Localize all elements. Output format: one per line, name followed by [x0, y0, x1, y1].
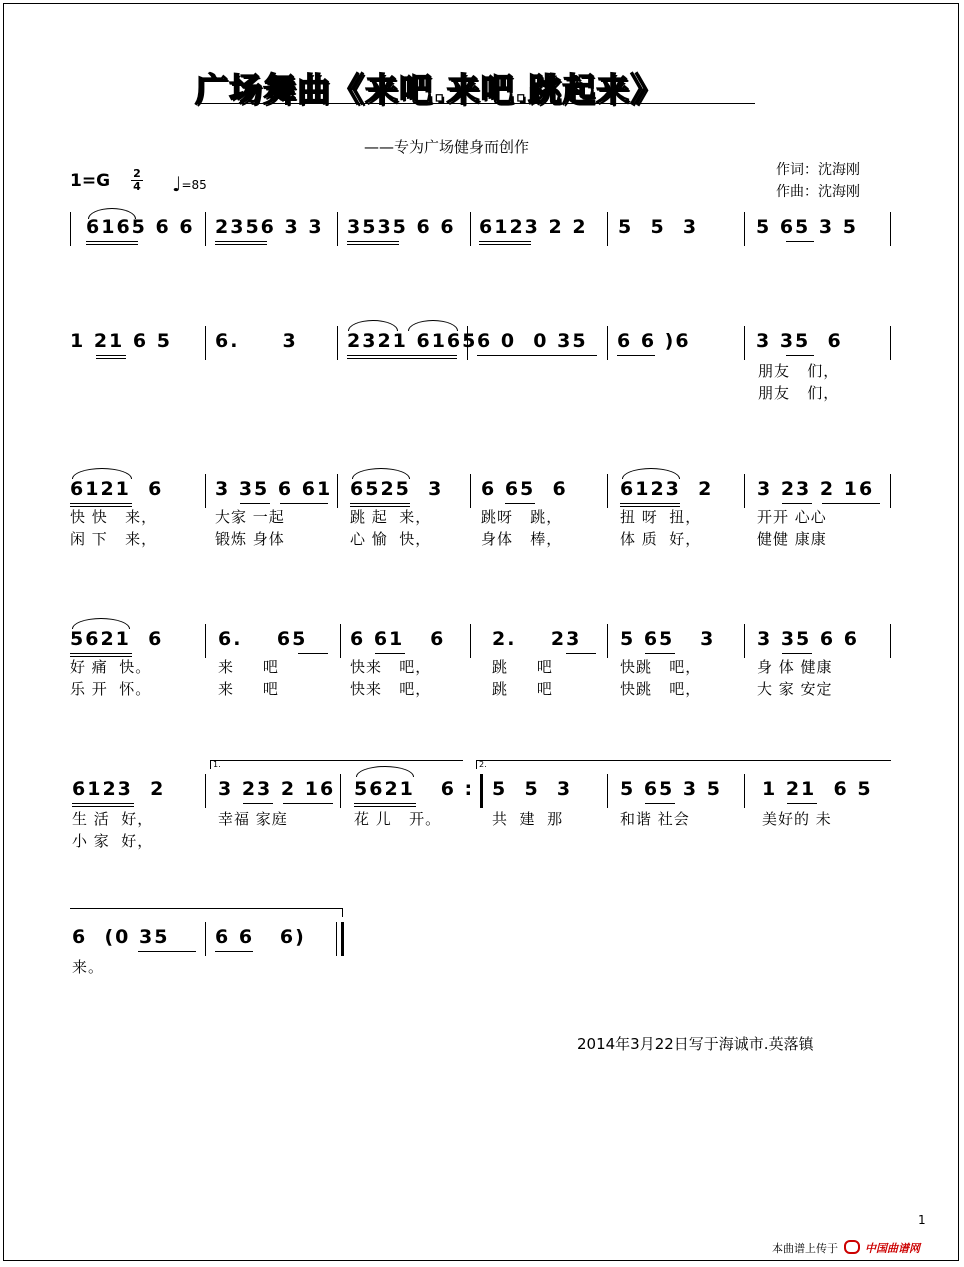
- underline: [86, 241, 138, 242]
- barline: [467, 326, 468, 360]
- underline: [787, 803, 817, 804]
- end-barline: [890, 624, 891, 658]
- underline: [822, 503, 880, 504]
- end-barline: [890, 326, 891, 360]
- lyric-verse-2: 锻炼 身体: [215, 530, 285, 548]
- barline: [337, 326, 338, 360]
- lyric-verse-2: 来 吧: [218, 680, 279, 698]
- upload-prefix: 本曲谱上传于: [772, 1242, 838, 1255]
- end-barline: [890, 212, 891, 246]
- underline: [786, 241, 814, 242]
- measure: 3 35 6 6: [757, 628, 859, 650]
- underline: [782, 503, 812, 504]
- barline: [607, 624, 608, 658]
- lyric-verse-1: 大家 一起: [215, 508, 285, 526]
- underline: [479, 244, 531, 245]
- second-ending-label: 2.: [479, 760, 487, 769]
- barline: [607, 326, 608, 360]
- measure: 6. 65: [218, 628, 308, 650]
- underline: [96, 355, 126, 356]
- underline: [375, 653, 405, 654]
- measure: 5 65 3: [620, 628, 716, 650]
- measure: 6121 6: [70, 478, 164, 500]
- underline: [280, 503, 328, 504]
- site-logo-icon: [844, 1240, 860, 1254]
- site-name[interactable]: 中国曲谱网: [865, 1242, 920, 1255]
- barline: [205, 212, 206, 246]
- subtitle: ——专为广场健身而创作: [364, 138, 530, 156]
- page-title: 广场舞曲《来吧.来吧.跳起来》: [195, 70, 665, 109]
- end-barline: [890, 474, 891, 508]
- key-signature: 1=G: [70, 171, 111, 191]
- underline: [240, 503, 270, 504]
- underline: [645, 803, 675, 804]
- lyric-verse-2: 快来 吧，: [350, 680, 432, 698]
- measure: 5621 6 :: [354, 778, 475, 800]
- underline: [72, 806, 134, 807]
- measure: 6 61 6: [350, 628, 446, 650]
- lyric-verse-2: 大 家 安定: [757, 680, 833, 698]
- measure: 2. 23: [492, 628, 582, 650]
- barline: [340, 624, 341, 658]
- underline: [283, 803, 333, 804]
- barline: [205, 474, 206, 508]
- measure: 6165 6 6: [86, 216, 195, 238]
- measure: 6525 3: [350, 478, 444, 500]
- underline: [786, 355, 814, 356]
- lyric-verse-1: 花 儿 开。: [354, 810, 442, 828]
- time-signature-top: 2: [133, 167, 141, 180]
- lyric-verse-1: 来。: [72, 958, 105, 976]
- barline: [607, 212, 608, 246]
- title-block: [195, 64, 755, 109]
- measure: 6 65 6: [481, 478, 568, 500]
- repeat-end-barline: [480, 774, 483, 808]
- lyric-verse-2: 闲 下 来，: [70, 530, 158, 548]
- underline: [215, 951, 253, 952]
- underline: [617, 355, 655, 356]
- underline: [782, 653, 812, 654]
- underline: [138, 951, 196, 952]
- page-number: 1: [918, 1213, 926, 1227]
- measure: 5 5 3: [492, 778, 573, 800]
- lyric-verse-2: 体 质 好，: [620, 530, 702, 548]
- first-ending-label: 1.: [213, 760, 221, 769]
- lyric-verse-1: 扭 呀 扭，: [620, 508, 702, 526]
- lyric-verse-2: 小 家 好，: [72, 832, 154, 850]
- underline: [566, 653, 596, 654]
- underline: [70, 653, 132, 654]
- underline: [505, 503, 535, 504]
- lyric-verse-2: 跳 吧: [492, 680, 553, 698]
- underline: [215, 241, 267, 242]
- measure: 6123 2: [72, 778, 166, 800]
- lyric-verse-1: 和谐 社会: [620, 810, 690, 828]
- barline: [336, 922, 337, 956]
- underline: [479, 241, 531, 242]
- barline: [470, 474, 471, 508]
- lyric-verse-1: 幸福 家庭: [218, 810, 288, 828]
- underline: [72, 803, 134, 804]
- measure: 3535 6 6: [347, 216, 456, 238]
- composition-date: 2014年3月22日写于海诚市.英落镇: [577, 1035, 814, 1053]
- measure: 3 23 2 16: [757, 478, 875, 500]
- underline: [347, 241, 399, 242]
- lyric-verse-2: 心 愉 快，: [350, 530, 432, 548]
- measure: 3 35 6: [756, 330, 843, 352]
- barline: [744, 624, 745, 658]
- barline: [607, 774, 608, 808]
- lyric-verse-2: 乐 开 怀。: [70, 680, 152, 698]
- lyric-verse-1: 快来 吧，: [350, 658, 432, 676]
- lyric-verse-1: 快跳 吧，: [620, 658, 702, 676]
- lyric-verse-2: 身体 棒，: [481, 530, 563, 548]
- underline: [354, 806, 416, 807]
- underline: [477, 355, 597, 356]
- barline: [337, 474, 338, 508]
- start-barline: [70, 212, 71, 246]
- barline: [340, 774, 341, 808]
- underline: [645, 653, 675, 654]
- underline: [215, 244, 267, 245]
- measure: 6 6 6): [215, 926, 306, 948]
- barline: [607, 474, 608, 508]
- barline: [744, 774, 745, 808]
- underline: [347, 355, 457, 356]
- underline: [298, 653, 328, 654]
- barline: [205, 624, 206, 658]
- measure: 3 23 2 16: [218, 778, 336, 800]
- barline: [470, 212, 471, 246]
- measure: 5 65 3 5: [620, 778, 722, 800]
- measure: 6 0 0 35: [477, 330, 588, 352]
- underline: [347, 358, 457, 359]
- lyric-verse-1: 身 体 健康: [757, 658, 833, 676]
- measure: 1 21 6 5: [70, 330, 172, 352]
- measure: 6 6 )6: [617, 330, 691, 352]
- lyric-verse-1: 快 快 来，: [70, 508, 158, 526]
- barline: [205, 774, 206, 808]
- barline: [470, 624, 471, 658]
- barline: [744, 212, 745, 246]
- barline: [205, 326, 206, 360]
- barline: [337, 212, 338, 246]
- lyric-verse-1: 生 活 好，: [72, 810, 154, 828]
- underline: [243, 803, 273, 804]
- measure: 6123 2: [620, 478, 714, 500]
- underline: [70, 503, 132, 504]
- lyric-verse-1: 美好的 未: [762, 810, 832, 828]
- underline: [350, 503, 410, 504]
- lyric-verse-1: 跳 吧: [492, 658, 553, 676]
- underline: [347, 244, 399, 245]
- underline: [86, 244, 138, 245]
- barline: [205, 922, 206, 956]
- measure: 1 21 6 5: [762, 778, 873, 800]
- measure: 6. 3: [215, 330, 298, 352]
- lyric-verse-2: 健健 康康: [757, 530, 827, 548]
- lyric-verse-1: 朋友 们，: [758, 362, 840, 380]
- measure: 6 (0 35: [72, 926, 170, 948]
- lyric-verse-2: 快跳 吧，: [620, 680, 702, 698]
- title-underline: [197, 103, 755, 104]
- underline: [96, 358, 126, 359]
- lyric-verse-1: 共 建 那: [492, 810, 564, 828]
- lyric-verse-1: 来 吧: [218, 658, 279, 676]
- measure: 6123 2 2: [479, 216, 588, 238]
- measure: 3 35 6 61: [215, 478, 333, 500]
- measure: 2356 3 3: [215, 216, 324, 238]
- tempo-marking: [172, 172, 207, 196]
- underline: [620, 503, 680, 504]
- measure: 5621 6: [70, 628, 164, 650]
- lyricist-credit: 作词：沈海刚: [776, 162, 860, 178]
- lyric-verse-2: 朋友 们，: [758, 384, 840, 402]
- measure: 5 65 3 5: [756, 216, 858, 238]
- barline: [744, 326, 745, 360]
- tempo-value: =85: [181, 178, 207, 192]
- upload-note: [772, 1240, 920, 1256]
- final-barline: [341, 922, 344, 956]
- quarter-note-icon: ♩: [172, 172, 182, 196]
- composer-credit: 作曲：沈海刚: [776, 184, 860, 200]
- lyric-verse-1: 跳 起 来，: [350, 508, 432, 526]
- time-signature-bottom: 4: [131, 180, 143, 193]
- barline: [744, 474, 745, 508]
- first-ending-bracket: [210, 760, 463, 769]
- lyric-verse-1: 好 痛 快。: [70, 658, 152, 676]
- ending-bracket: [70, 908, 343, 917]
- underline: [354, 803, 416, 804]
- lyric-verse-1: 跳呀 跳，: [481, 508, 563, 526]
- measure: 5 5 3: [618, 216, 699, 238]
- time-signature: [131, 168, 143, 193]
- second-ending-bracket: [476, 760, 891, 769]
- lyric-verse-1: 开开 心心: [757, 508, 827, 526]
- measure: 2321 6165: [347, 330, 478, 352]
